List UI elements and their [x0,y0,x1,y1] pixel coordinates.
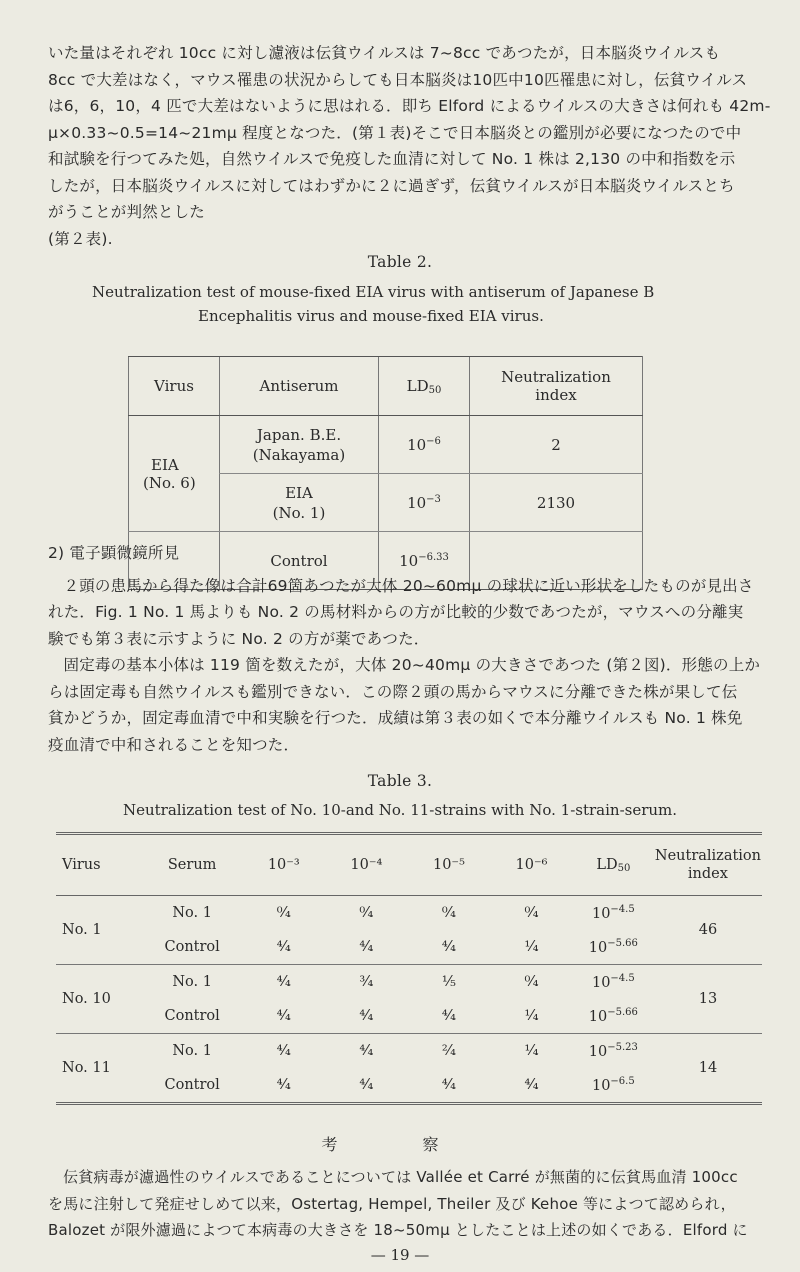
ni-line: index [535,386,577,404]
ld50-cell [379,416,470,474]
table-row [129,416,643,474]
section2 [48,540,778,758]
header-virus: Virus [129,357,220,416]
section-heading: 2) 電子顕微鏡所見 [48,544,180,562]
text-line: μ×0.33~0.5=14~21mμ 程度となつた．(第１表)そこで日本脳炎との鑑別が必要になつたので中 [48,123,742,142]
table2-title-line: Neutralization test of mouse-fixed EIA virus with antiserum of Japanese B [92,283,655,301]
ni-cell: 13 [654,965,762,1034]
ld50-cell [573,896,654,931]
antiserum-name: EIA [285,483,313,502]
text-line: らは固定毒も自然ウイルスも鑑別できない．この際２頭の馬からマウスに分離できた株が果して伝 [48,682,738,701]
header-dilution: 10⁻⁶ [490,834,573,896]
ld50-base: 10 [591,1078,611,1094]
result-cell: ⁴⁄₄ [490,1068,573,1104]
ld50-base: 10 [591,906,611,922]
virus-cell [129,416,220,532]
result-cell: ⁴⁄₄ [242,999,325,1034]
text-line: 験でも第３表に示すように No. 2 の方が薬であつた． [48,629,430,648]
header-dilution: 10⁻⁴ [325,834,408,896]
ni-cell: 2 [470,416,643,474]
header-antiserum: Antiserum [220,357,379,416]
intro-paragraph [48,40,778,252]
table3 [56,832,762,1105]
result-cell: ²⁄₄ [441,1043,456,1059]
result-cell: ⁴⁄₄ [242,1068,325,1104]
ld50-cell [573,999,654,1034]
antiserum-strain: (No. 1) [272,503,326,522]
result-cell: ⁰⁄₄ [524,905,539,921]
ld50-exp: −3 [426,493,441,505]
serum-cell: Control [142,1068,243,1104]
ni-cell: 2130 [470,474,643,532]
ld50-cell [379,474,470,532]
antiserum-cell: Control [220,532,379,590]
ld50-cell [573,1034,654,1069]
header-dilution: 10⁻³ [242,834,325,896]
ld50-exp: −4.5 [610,973,635,984]
virus-cell: No. 11 [56,1034,142,1104]
result-cell: ⁴⁄₄ [276,974,291,990]
text-line: を馬に注射して発症せしめて以来，Ostertag, Hempel, Theiler 及び Kehoe 等によつて認められ， [48,1194,736,1213]
text-line: 和試験を行つてみた処，自然ウイルスで免疫した血清に対して No. 1 株は 2,130 の中和指数を示 [48,150,736,168]
result-cell: ⁴⁄₄ [242,930,325,965]
serum-cell: Control [142,999,243,1034]
result-cell: ¹⁄₄ [490,999,573,1034]
result-cell: ⁰⁄₄ [276,905,291,921]
table2-title-line: Encephalitis virus and mouse-fixed EIA virus. [198,307,544,325]
ld50-base: 10 [591,975,611,991]
ni-line: Neutralization [654,848,761,864]
ld50-sub: 50 [617,862,631,874]
result-cell: ⁰⁄₄ [524,974,539,990]
antiserum-strain: (Nakayama) [252,445,346,464]
ni-line: index [687,866,728,882]
header-dilution: 10⁻⁵ [408,834,491,896]
virus-name: EIA [151,455,179,474]
text-line: は6，6，10，4 匹で大差はないように思はれる．即ち Elford によるウイルスの大きさは何れも 42m- [48,97,771,115]
result-cell: ⁴⁄₄ [408,999,491,1034]
result-cell: ⁴⁄₄ [325,999,408,1034]
ld50-exp: −5.23 [607,1042,638,1053]
antiserum-name: Japan. B.E. [256,425,342,444]
ld50-exp: −6 [426,435,441,447]
text-line: ２頭の患馬から得た像は合計69箇あつたが大体 20~60mμ の球状に近い形状をしたものが見出さ [63,576,754,595]
header-ld50 [379,357,470,416]
text-line: 疫血清で中和されることを知つた． [48,735,300,754]
serum-cell: No. 1 [172,974,212,990]
result-cell: ⁴⁄₄ [325,1068,408,1104]
text-line: 固定毒の基本小体は 119 箇を数えたが，大体 20~40mμ の大きさであつた (第２図)．形態の上か [63,656,761,674]
ld50-cell [573,930,654,965]
ld50-exp: −5.66 [607,938,638,949]
ld50-sub: 50 [428,384,442,396]
header-serum: Serum [142,834,243,896]
ld50-exp: −5.66 [607,1007,638,1018]
header-virus: Virus [56,834,142,896]
ni-cell: 14 [654,1034,762,1104]
result-cell: ³⁄₄ [359,974,374,990]
ni-line: Neutralization [501,368,611,386]
table3-caption: Table 3. [367,772,433,790]
ld50-base: 10 [407,493,427,512]
ld50-base: 10 [588,1044,608,1060]
page-number: — 19 — [370,1246,430,1264]
table-row [56,1034,762,1069]
antiserum-cell [220,474,379,532]
table2-caption: Table 2. [367,253,433,271]
text-line: したが，日本脳炎ウイルスに対してはわずかに２に過ぎず，伝貧ウイルスが日本脳炎ウイルスとち [48,176,735,195]
text-line: れた．Fig. 1 No. 1 馬よりも No. 2 の馬材料からの方が比較的少数であつたが，マウスへの分離実 [48,603,744,621]
text-line: Balozet が限外濾過によつて本病毒の大きさを 18~50mμ としたことは上述の如くである．Elford に [48,1221,748,1239]
text-line: がうことが判然とした [48,203,206,221]
ld50-base: 10 [407,435,427,454]
ld50-label: LD [406,376,429,395]
header-neutralization-index [654,834,762,896]
ld50-cell [573,965,654,1000]
result-cell: ⁴⁄₄ [408,930,491,965]
discussion-heading: 考 察 [321,1135,479,1154]
text-line: 貧かどうか，固定毒血清で中和実験を行つた．成績は第３表の如くで本分離ウイルスも No. 1 株免 [48,709,743,727]
serum-cell: No. 1 [172,1043,212,1059]
result-cell: ⁴⁄₄ [408,1068,491,1104]
serum-cell: Control [142,930,243,965]
ni-cell: 46 [654,896,762,965]
virus-cell: No. 1 [56,896,142,965]
ld50-base: 10 [588,1009,608,1025]
ld50-cell [573,1068,654,1104]
text-line: 8cc で大差はなく，マウス罹患の状況からしても日本脳炎は10匹中10匹罹患に対し，伝貧ウイルス [48,70,748,89]
table-row [56,965,762,1000]
result-cell: ⁴⁄₄ [325,930,408,965]
result-cell: ⁰⁄₄ [359,905,374,921]
text-line: 伝貧病毒が濾過性のウイルスであることについては Vallée et Carré が無菌的に伝貧馬血清 100cc [63,1168,738,1186]
discussion-text [48,1164,783,1244]
virus-cell: No. 10 [56,965,142,1034]
table-row [56,896,762,931]
header-ld50 [573,834,654,896]
ld50-base: 10 [588,940,608,956]
result-cell: ¹⁄₅ [441,974,456,990]
serum-cell: No. 1 [172,905,212,921]
antiserum-cell [220,416,379,474]
ld50-exp: −6.5 [610,1076,635,1087]
result-cell: ⁴⁄₄ [359,1043,374,1059]
result-cell: ⁰⁄₄ [441,905,456,921]
ld50-exp: −4.5 [610,904,635,915]
ld50-exp: −6.33 [418,551,449,563]
ld50-base: 10 [399,551,419,570]
result-cell: ¹⁄₄ [490,930,573,965]
table2-title [70,280,770,328]
result-cell: ⁴⁄₄ [276,1043,291,1059]
text-line: いた量はそれぞれ 10cc に対し濾液は伝貧ウイルスは 7~8cc であつたが，日本脳炎ウイルスも [48,44,721,62]
text-line: (第２表). [48,229,113,248]
header-neutralization-index [470,357,643,416]
table3-title: Neutralization test of No. 10-and No. 11-strains with No. 1-strain-serum. [122,801,678,819]
ld50-label: LD [596,856,618,873]
result-cell: ¹⁄₄ [524,1043,539,1059]
virus-number: (No. 6) [143,473,196,492]
